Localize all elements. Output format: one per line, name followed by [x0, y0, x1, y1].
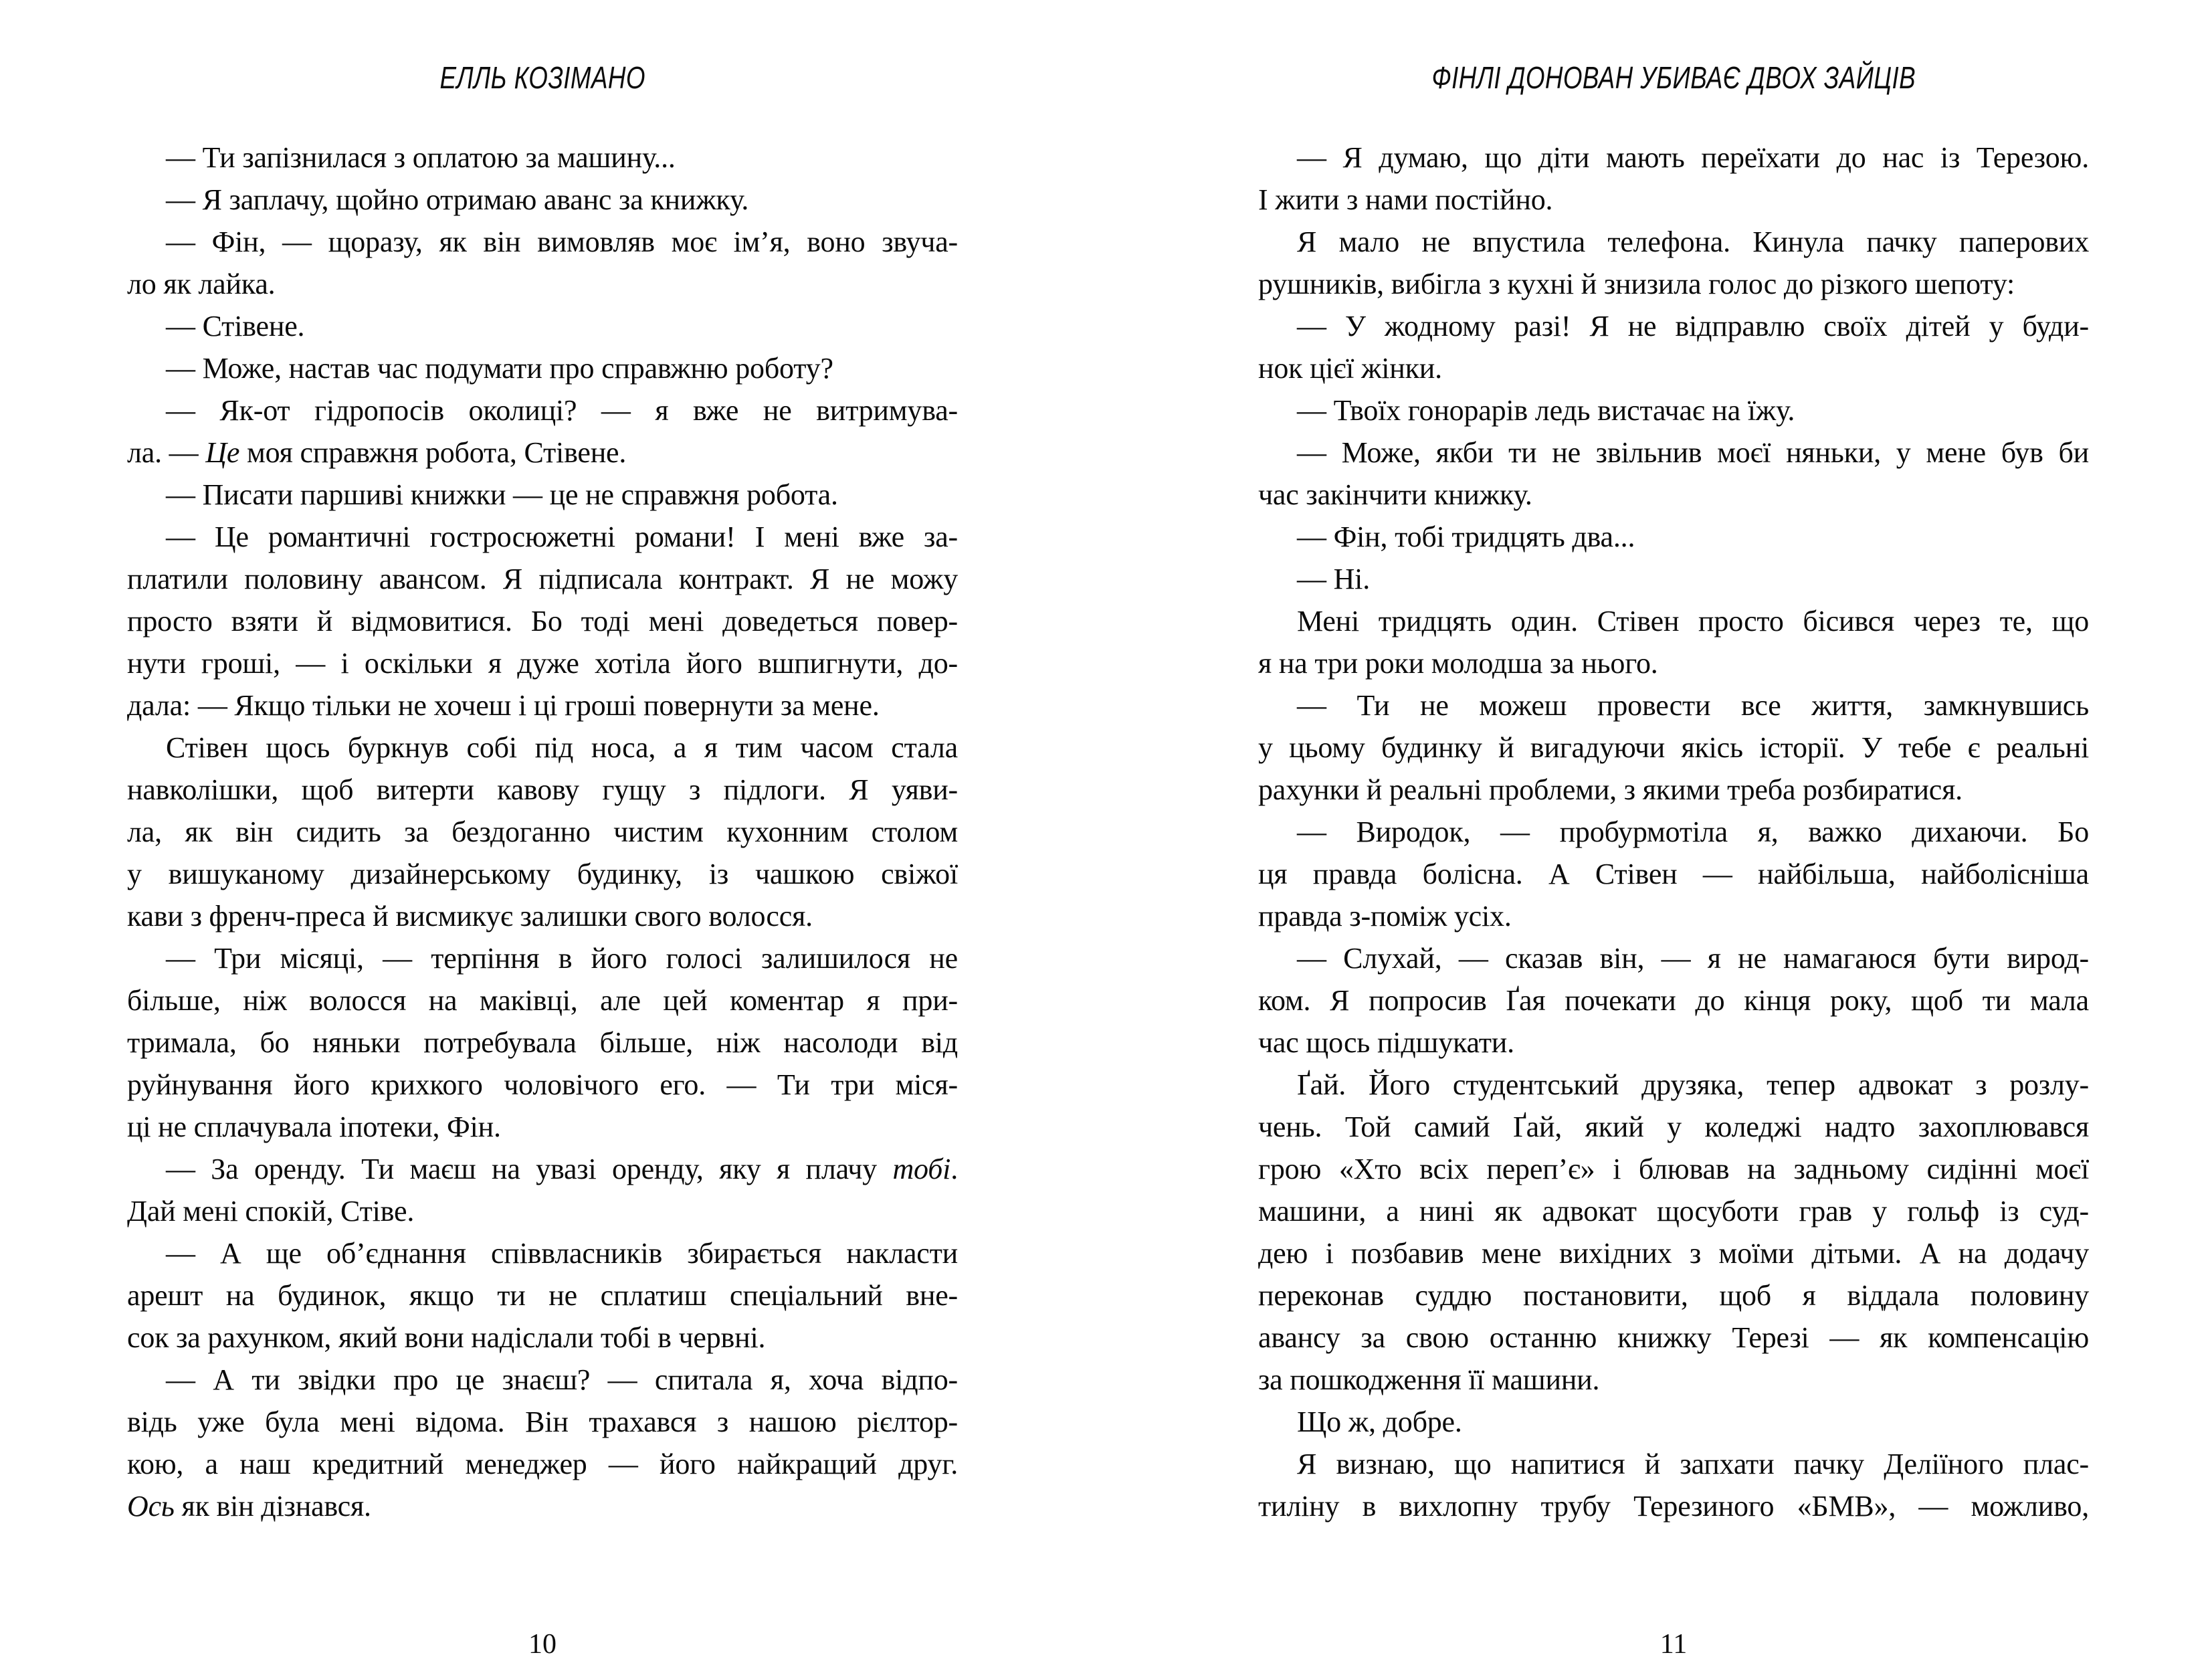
text-segment: — Твоїх гонорарів ледь вистачає на їжу.	[1297, 394, 1795, 427]
text-line	[127, 1443, 958, 1485]
running-header-right	[1258, 60, 2089, 95]
text-line	[1258, 389, 2089, 431]
text-line	[1258, 1190, 2089, 1232]
text-segment: сок за рахунком, який вони надіслали тобі в червні.	[127, 1321, 766, 1354]
text-line	[1258, 1401, 2089, 1443]
text-segment: — Три місяці, — терпіння в його голосі залишилося не	[166, 942, 958, 975]
text-line	[1258, 769, 2089, 811]
text-line	[1258, 979, 2089, 1021]
text-segment: дала: — Якщо тільки не хочеш і ці гроші повернути за мене.	[127, 689, 880, 722]
text-line	[127, 1190, 958, 1232]
text-segment: ла, як він сидить за бездоганно чистим кухонним столом	[127, 815, 958, 848]
text-line	[1258, 1443, 2089, 1485]
text-segment: грою «Хто всіх переп’є» і блював на задньому сидінні моєї	[1258, 1153, 2089, 1185]
text-segment: чень. Той самий Ґай, який у коледжі надто захоплювався	[1258, 1110, 2089, 1143]
text-line	[1258, 1064, 2089, 1106]
text-segment: — Ти не можеш провести все життя, замкнувшись	[1297, 689, 2089, 722]
text-line	[1258, 558, 2089, 600]
text-segment: — Писати паршиві книжки — це не справжня робота.	[166, 478, 838, 511]
text-line	[127, 305, 958, 347]
text-line	[1258, 895, 2089, 937]
left-page-text	[127, 136, 958, 1527]
text-line	[1258, 1148, 2089, 1190]
left-page-content	[127, 60, 958, 1659]
text-line	[127, 558, 958, 600]
text-line	[127, 347, 958, 389]
text-line	[1258, 516, 2089, 558]
text-segment: тиліну в вихлопну трубу Терезиного «БМВ», — можливо,	[1258, 1490, 2089, 1523]
text-segment: Ґай. Його студентський друзяка, тепер адвокат з розлу-	[1297, 1068, 2089, 1101]
text-segment: відь уже була мені відома. Він трахався з нашою рієлтор-	[127, 1405, 958, 1438]
text-segment: ло як лайка.	[127, 268, 276, 300]
text-segment: — Може, настав час подумати про справжню роботу?	[166, 352, 833, 385]
text-segment: правда з-поміж усіх.	[1258, 900, 1512, 933]
text-segment: рушників, вибігла з кухні й знизила голос до різкого шепоту:	[1258, 268, 2015, 300]
text-segment: кави з френч-преса й висмикує залишки свого волосся.	[127, 900, 813, 933]
text-segment: за пошкодження її машини.	[1258, 1363, 1600, 1396]
text-segment: нок цієї жінки.	[1258, 352, 1442, 385]
text-line	[1258, 221, 2089, 263]
text-line	[127, 853, 958, 895]
text-segment: Мені тридцять один. Стівен просто бісився через те, що	[1297, 605, 2089, 638]
text-line	[127, 642, 958, 684]
text-line	[127, 769, 958, 811]
running-header-right-text: ФІНЛІ ДОНОВАН УБИВАЄ ДВОХ ЗАЙЦІВ	[1431, 60, 1916, 95]
text-segment: у цьому будинку й вигадуючи якісь історії. У тебе є реальні	[1258, 731, 2089, 764]
text-line	[1258, 684, 2089, 726]
text-line	[127, 431, 958, 474]
text-segment: Дай мені спокій, Стіве.	[127, 1195, 415, 1228]
text-segment: — Фін, тобі тридцять два...	[1297, 520, 1635, 553]
page-number-right: 11	[1660, 1629, 1688, 1659]
italic-text-segment: Ось	[127, 1490, 175, 1523]
text-segment: — Я заплачу, щойно отримаю аванс за книжку.	[166, 183, 749, 216]
text-line	[127, 979, 958, 1021]
text-line	[1258, 1106, 2089, 1148]
text-line	[127, 516, 958, 558]
text-segment: я на три роки молодша за нього.	[1258, 647, 1658, 680]
text-segment: ця правда болісна. А Стівен — найбільша, найболісніша	[1258, 858, 2089, 890]
text-segment: — У жодному разі! Я не відправлю своїх дітей у буди-	[1297, 310, 2089, 343]
text-line	[127, 1401, 958, 1443]
text-line	[1258, 853, 2089, 895]
text-segment: — Слухай, — сказав він, — я не намагаюся бути вирод-	[1297, 942, 2089, 975]
text-segment: дею і позбавив мене вихідних з моїми дітьми. А на додачу	[1258, 1237, 2089, 1270]
text-segment: час закінчити книжку.	[1258, 478, 1532, 511]
running-header-left	[127, 60, 958, 95]
text-line	[127, 474, 958, 516]
right-page-text	[1258, 136, 2089, 1527]
text-line	[127, 1232, 958, 1274]
text-line	[127, 1106, 958, 1148]
text-line	[1258, 1232, 2089, 1274]
text-line	[127, 684, 958, 726]
text-line	[127, 1316, 958, 1359]
text-segment: Що ж, добре.	[1297, 1405, 1462, 1438]
text-line	[127, 811, 958, 853]
text-line	[1258, 305, 2089, 347]
text-segment: арешт на будинок, якщо ти не сплатиш спеціальний вне-	[127, 1279, 958, 1312]
text-line	[127, 263, 958, 305]
text-segment: переконав суддю постановити, щоб я віддала половину	[1258, 1279, 2089, 1312]
text-line	[1258, 1021, 2089, 1064]
text-segment: — Як-от гідропосів околиці? — я вже не витримува-	[166, 394, 958, 427]
text-segment: платили половину авансом. Я підписала контракт. Я не можу	[127, 563, 958, 595]
text-segment: просто взяти й відмовитися. Бо тоді мені доведеться повер-	[127, 605, 958, 638]
text-segment: — Стівене.	[166, 310, 305, 343]
text-line	[1258, 1485, 2089, 1527]
text-line	[1258, 937, 2089, 979]
text-line	[127, 1485, 958, 1527]
text-segment: руйнування його крихкого чоловічого его. — Ти три міся-	[127, 1068, 958, 1101]
right-page-content	[1258, 60, 2089, 1659]
text-line	[127, 1148, 958, 1190]
text-line	[127, 1064, 958, 1106]
text-line	[1258, 1316, 2089, 1359]
text-line	[127, 600, 958, 642]
text-segment: як він дізнався.	[174, 1490, 371, 1523]
text-segment: машини, а нині як адвокат щосуботи грав у гольф із суд-	[1258, 1195, 2089, 1228]
text-line	[127, 1274, 958, 1316]
right-page	[1106, 0, 2212, 1659]
text-line	[1258, 136, 2089, 179]
text-segment: — Ти запізнилася з оплатою за машину...	[166, 141, 676, 174]
text-line	[1258, 263, 2089, 305]
text-segment: Я визнаю, що напитися й запхати пачку Деліїного плас-	[1297, 1448, 2089, 1480]
text-line	[1258, 1359, 2089, 1401]
text-segment: — Фін, — щоразу, як він вимовляв моє ім’я, воно звуча-	[166, 225, 958, 258]
text-line	[1258, 642, 2089, 684]
text-segment: кою, а наш кредитний менеджер — його найкращий друг.	[127, 1448, 958, 1480]
text-line	[127, 937, 958, 979]
text-segment: ком. Я попросив Ґая почекати до кінця року, щоб ти мала	[1258, 984, 2089, 1017]
text-segment: ці не сплачувала іпотеки, Фін.	[127, 1110, 501, 1143]
text-line	[127, 179, 958, 221]
page-number-left: 10	[528, 1629, 557, 1659]
text-line	[1258, 347, 2089, 389]
text-segment: авансу за свою останню книжку Терезі — як компенсацію	[1258, 1321, 2089, 1354]
text-segment: час щось підшукати.	[1258, 1026, 1514, 1059]
text-segment: — Може, якби ти не звільнив моєї няньки, у мене був би	[1297, 436, 2089, 469]
text-segment: моя справжня робота, Стівене.	[239, 436, 627, 469]
running-header-left-text: ЕЛЛЬ КОЗІМАНО	[439, 60, 645, 95]
text-line	[127, 1359, 958, 1401]
text-segment: — Ні.	[1297, 563, 1371, 595]
italic-text-segment: Це	[205, 436, 240, 469]
text-segment: Стівен щось буркнув собі під носа, а я тим часом стала	[166, 731, 958, 764]
text-line	[1258, 811, 2089, 853]
text-segment: — За оренду. Ти маєш на увазі оренду, яку я плачу	[166, 1153, 893, 1185]
text-line	[127, 221, 958, 263]
text-line	[127, 1021, 958, 1064]
text-segment: рахунки й реальні проблеми, з якими треба розбиратися.	[1258, 773, 1963, 806]
text-line	[1258, 600, 2089, 642]
text-segment: — А ще об’єднання співвласників збирається накласти	[166, 1237, 958, 1270]
text-segment: більше, ніж волосся на маківці, але цей коментар я при-	[127, 984, 958, 1017]
text-segment: — Виродок, — пробурмотіла я, важко дихаючи. Бо	[1297, 815, 2089, 848]
text-segment: .	[950, 1153, 958, 1185]
text-segment: Я мало не впустила телефона. Кинула пачку паперових	[1297, 225, 2089, 258]
italic-text-segment: тобі	[892, 1153, 951, 1185]
text-segment: І жити з нами постійно.	[1258, 183, 1553, 216]
text-segment: — Я думаю, що діти мають переїхати до нас із Терезою.	[1297, 141, 2089, 174]
text-segment: тримала, бо няньки потребувала більше, ніж насолоди від	[127, 1026, 958, 1059]
text-line	[1258, 726, 2089, 769]
text-line	[1258, 431, 2089, 474]
text-segment: у вишуканому дизайнерському будинку, із чашкою свіжої	[127, 858, 958, 890]
text-line	[127, 389, 958, 431]
text-line	[127, 136, 958, 179]
text-line	[1258, 474, 2089, 516]
text-line	[1258, 179, 2089, 221]
text-segment: — А ти звідки про це знаєш? — спитала я, хоча відпо-	[166, 1363, 958, 1396]
text-line	[127, 726, 958, 769]
text-segment: навколішки, щоб витерти кавову гущу з підлоги. Я уяви-	[127, 773, 958, 806]
text-line	[1258, 1274, 2089, 1316]
text-line	[127, 895, 958, 937]
text-segment: ла. —	[127, 436, 206, 469]
text-segment: нути гроші, — і оскільки я дуже хотіла його вшпигнути, до-	[127, 647, 958, 680]
text-segment: — Це романтичні гостросюжетні романи! І мені вже за-	[166, 520, 958, 553]
